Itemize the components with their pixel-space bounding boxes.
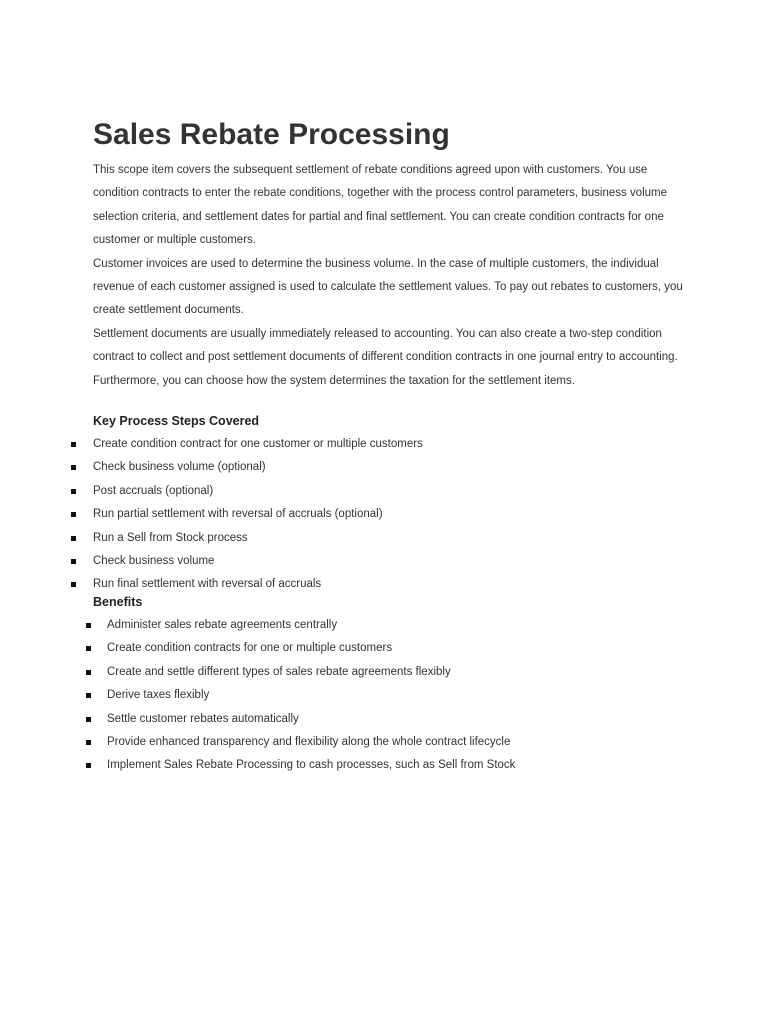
list-item (93, 503, 423, 526)
square-bullet-icon (71, 465, 76, 470)
square-bullet-icon (71, 489, 76, 494)
list-item-text: Create condition contract for one customer or multiple customers (93, 438, 423, 450)
list-item-text: Implement Sales Rebate Processing to cash processes, such as Sell from Stock (107, 759, 516, 772)
list-item-text: Settle customer rebates automatically (107, 712, 299, 725)
square-bullet-icon (86, 763, 91, 768)
square-bullet-icon (71, 512, 76, 517)
list-item (107, 684, 515, 707)
list-item-text: Administer sales rebate agreements centrally (107, 619, 338, 631)
list-item (93, 433, 423, 456)
square-bullet-icon (86, 646, 91, 651)
list-item (93, 456, 423, 479)
list-item (93, 550, 423, 573)
square-bullet-icon (71, 536, 76, 541)
list-item (107, 614, 515, 637)
key-steps-list (93, 433, 423, 597)
list-item (107, 754, 515, 777)
square-bullet-icon (71, 559, 76, 564)
list-item (93, 573, 423, 596)
document-title: Sales Rebate Processing (93, 118, 450, 151)
list-item (107, 637, 515, 660)
list-item-text: Provide enhanced transparency and flexibility along the whole contract lifecycle (107, 735, 511, 748)
list-item (93, 527, 423, 550)
list-item (107, 731, 515, 754)
list-item-text: Create condition contracts for one or multiple customers (107, 642, 393, 655)
benefits-heading: Benefits (93, 595, 143, 609)
list-item-text: Create and settle different types of sales rebate agreements flexibly (107, 665, 451, 678)
list-item-text: Check business volume (optional) (93, 461, 266, 474)
list-item-text: Run partial settlement with reversal of accruals (optional) (93, 508, 383, 521)
square-bullet-icon (86, 623, 91, 628)
key-steps-heading: Key Process Steps Covered (93, 414, 260, 428)
square-bullet-icon (86, 693, 91, 698)
intro-section (93, 159, 683, 393)
square-bullet-icon (86, 670, 91, 675)
square-bullet-icon (86, 717, 91, 722)
square-bullet-icon (86, 740, 91, 745)
intro-paragraph: Furthermore, you can choose how the system determines the taxation for the settlement items. (93, 374, 575, 387)
list-item (107, 708, 515, 731)
intro-paragraph: Customer invoices are used to determine the business volume. In the case of multiple customers, the individual revenue of each customer assigned is used to calculate the settlement values. To pay out rebates to customers, you create settlement documents. (93, 257, 683, 317)
square-bullet-icon (71, 582, 76, 587)
list-item-text: Run final settlement with reversal of accruals (93, 578, 322, 591)
benefits-list (107, 614, 515, 778)
list-item (107, 661, 515, 684)
list-item-text: Post accruals (optional) (93, 484, 214, 497)
list-item-text: Run a Sell from Stock process (93, 531, 248, 544)
intro-paragraph: Settlement documents are usually immediately released to accounting. You can also create a two-step condition contract to collect and post settlement documents of different condition contracts in one journal entry to accounting. (93, 327, 678, 364)
list-item-text: Derive taxes flexibly (107, 689, 210, 702)
list-item-text: Check business volume (93, 554, 215, 567)
intro-paragraph: This scope item covers the subsequent settlement of rebate conditions agreed upon with customers. You use condition contracts to enter the rebate conditions, together with the process control parameters, business volume selection criteria, and settlement dates for partial and final settlement. You can create condition contracts for one customer or multiple customers. (93, 164, 668, 247)
square-bullet-icon (71, 442, 76, 447)
list-item (93, 480, 423, 503)
